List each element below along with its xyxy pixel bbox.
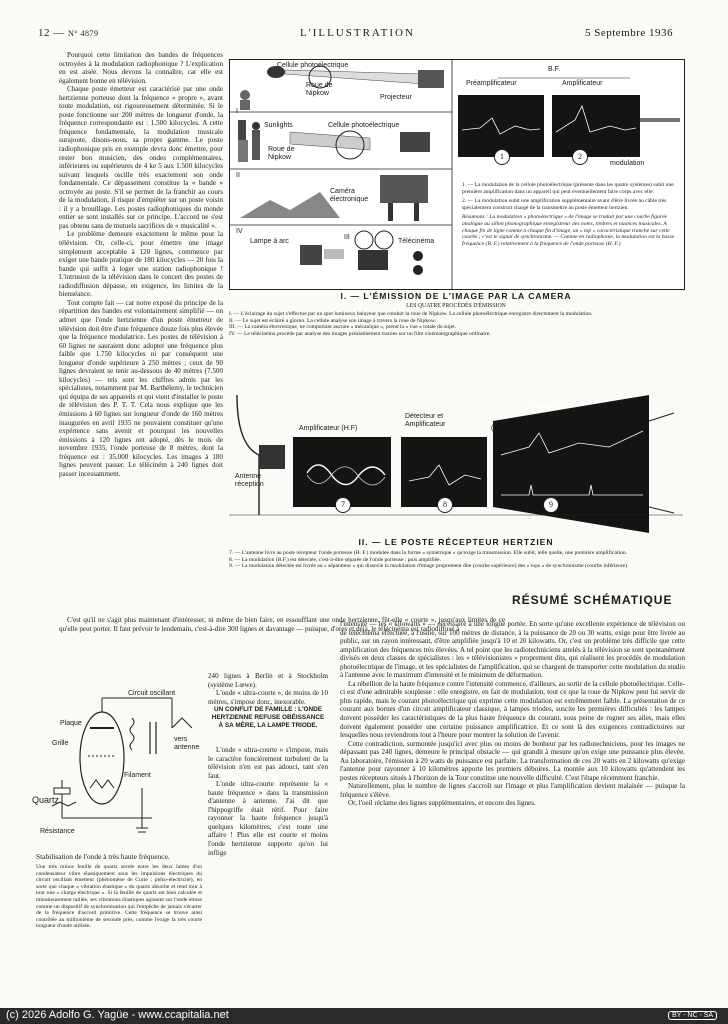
circuit-diagram (32, 688, 202, 846)
label-cellule2: Cellule photoélectrique (328, 122, 400, 129)
fig3-caption: Une très mince feuille de quartz serrée entre les deux lames d'un condensateur vibre élastiquement sous les impulsions électriques du circuit oscillant émetteur (phénomène de Curie ; piézo-électricité), en sorte que chaque « vibration élastique » du quartz absorbe et rend tour à tour une « charge électrique ». Si la feuille de quartz est bien calculée et minutieusement taillée, ses vibrations élastiques agissent sur l'onde émise comme un dispositif de synchronisation qui l'empêche de jamais s'écarter de la fréquence d'accord primitive. Cette fréquence se trouve ainsi contrôlée au millionième de seconde près, comme l'exige la très courte longueur d'onde utilisée. (36, 864, 202, 930)
label-roue: Roue de Nipkow (306, 82, 333, 97)
figure-quartz-circuit (32, 688, 202, 846)
note: Résumons : La modulation « photoélectrique » de l'image se traduit par une courbe figurée analogue au sillon phonographique enregistreur des notes, timbres et nuances musicales. A chaque fin de ligne comme à chaque fin d'image, un « top » caractéristique tranche sur cette courbe ; c'est le signal de synchronisme. — Comme en radiophonie, la modulation est la basse fréquence (B. F.) relativement à la fréquence de l'onde porteuse (H. F.). (462, 214, 675, 247)
resume-title: RÉSUMÉ SCHÉMATIQUE (512, 593, 673, 607)
label-lampe: Lampe à arc (250, 238, 289, 245)
emission-diagram (230, 60, 684, 289)
paragraph: l'intensité — les « kilowatts » — nécessaire à une longue portée. En sorte qu'une excellente expérience de télévision ou de télécinéma effectuée, à l'usine, sur 100 mètres de distance, à la puissance de 20 ou 30 watts, exige pour être livrée au public, sur un rayon intéressant, d'être amplifiée jusqu'à 10 et 20 kilowatts. Or, c'est un problème très difficile que cette amplification des fréquences très élevées. A tel point que les radiotechniciens attelés à la télévision se sont spontanément divisés en deux classes de spécialistes : les « télévisionistes » proprement dits, qui réalisent les procédés de modulation photoélectrique de l'image, et les spécialistes de l'amplification, qui se chargent de transporter cette modulation du studio à l'antenne avec le maximum d'intensité et le minimum de déformation. (340, 620, 685, 680)
middle-column-text2 (208, 746, 328, 857)
paragraph: L'onde ultra-courte représente la « haute fréquence » dans la transmission d'antenne à antenne. J'ai dit que l'hippogriffe était rétif. Pour faire rayonner la haute fréquence jusqu'à quelques kilomètres, c'est toute une affaire ! Plus elle est courte et moins l'onde hertzienne supporte qu'on lui inflige (208, 780, 328, 857)
label-circuit: Circuit oscillant (128, 690, 176, 697)
label-quartz: Quartz (32, 795, 60, 805)
label-antenne: Antenne réception (235, 473, 264, 488)
paragraph: Chaque poste émetteur est caractérisé par une onde hertzienne porteuse dont la fréquence « propre », avant toute modulation, est rigoureusement déterminée. Si le poste fonctionne sur 200 mètres de longueur d'onde, la fréquence correspondante est : 1.500 kilocycles. A cette fréquence fondamentale, la modulation musicale surajoute, disons-nous, sa propre gamme. Le poste radiophonique pris en exemple devra donc émettre, pour rester bon musicien, des ondes complémentaires, inférieures ou supérieures de 4 ke 5 aux 1.500 kilocycles suivant lesquels oscille très exactement son onde fondamentale. Ce dépassement constitue la « bande » octroyée au poste. S'il se permet de la franchir au cours de la modulation, il risque d'empiéter sur un poste voisin : il y a brouillage. Les postes radiophoniques du monde entier se sont installés sur ce principe. L'accord ne s'est pas obtenu sans de mutuels sacrifices de « musicalité ». (59, 85, 223, 230)
label-sunlights: Sunlights (264, 122, 293, 129)
label-ampli-hf: Amplificateur (H.F) (299, 425, 358, 432)
label-projecteur: Projecteur (380, 94, 412, 101)
label-bf2: (BF) (491, 425, 505, 432)
license-badge: BY - NC - SA (668, 1011, 717, 1020)
fig1-notes (462, 182, 678, 247)
footer-credit: (c) 2026 Adolfo G. Yagüe - www.ccapitalia.net (6, 1009, 229, 1021)
label-bf: B.F. (548, 66, 561, 73)
label-detecteur: Détecteur et Amplificateur (405, 413, 446, 428)
fig1-title: I. — L'ÉMISSION DE L'IMAGE PAR LA CAMERA (340, 291, 572, 301)
paragraph: L'onde « ultra-courte », de moins de 10 mètres, s'impose donc, inexorable. (208, 689, 328, 706)
footer-bar (0, 1008, 728, 1024)
label-filament: Filament (124, 772, 151, 779)
procede: I. — L'éclairage du sujet s'effectue par un spot lumineux balayeur que conduit la roue de Nipkow. La cellule photoélectrique enregistre directement la modulation. (229, 311, 593, 317)
paragraph: Le problème demeure exactement le même pour la télévision. Or, celle-ci, pour émettre une image simplement acceptable à 120 lignes, commence par exiger une bande pratique de 180 kilocycles — 20 fois la bande qui suffit à loger une station radiophonique ! L'intrusion de la télévision dans le concert des postes de radiodiffusion dépasse, en exigence, les limites de la bienséance. (59, 230, 223, 299)
procede: II. — Le sujet est éclairé a giorno. La cellule analyse son image à travers la roue de Nipkow. (229, 317, 436, 324)
paragraph: La rébellion de la haute fréquence contre l'intensité commence, d'ailleurs, au sortir de la cellule photoélectrique. Celle-ci est d'une admirable souplesse : elle enregistre, en fait de modulation, tout ce que la roue de Nipkow peut lui servir de plus rapide, mais le courant photoélectrique qui exprime cette modulation est extrêmement faible. La présentation de ce courant aux bornes d'un circuit amplificateur classique, à lampes triodes, suscite les premières difficultés : les lampes doivent posséder les caractéristiques de la plus haute fréquence du courant, sous peine de rogner ses ailes, mais elles doivent également posséder une certaine puissance amplificatrice. Et ce sont là des exigences contradictoires sur lesquelles nous reviendrons tout à l'heure pour montrer la solution de l'avenir. (340, 679, 685, 740)
label-camera: Caméra électronique (330, 188, 369, 203)
paragraph: Naturellement, plus le nombre de lignes s'accroît sur l'image et plus l'amplification devient malaisée — puisque la fréquence s'élève. (340, 782, 685, 799)
page-number: 12 — N° 4879 (38, 27, 99, 39)
label-plaque: Plaque (60, 720, 82, 727)
fig2-title: II. — LE POSTE RÉCEPTEUR HERTZIEN (358, 537, 554, 547)
fig1-subtitle: LES QUATRE PROCÉDÉS D'ÉMISSION (406, 303, 506, 309)
middle-heading: UN CONFLIT DE FAMILLE : L'ONDE HERTZIENNE REFUSE OBÉISSANCE À SA MÈRE, LA LAMPE TRIODE. (211, 706, 325, 729)
issue-date: 5 Septembre 1936 (585, 27, 674, 39)
fig2-notes (229, 550, 683, 570)
fig3-caption-title: Stabilisation de l'onde à très haute fréquence. (36, 852, 170, 861)
paragraph: Tout compte fait — car notre exposé du principe de la répartition des bandes est volontairement simplifié — on admet que l'onde hertzienne d'un poste émetteur de télévision doit être d'une fréquence douze fois plus élevée que la fréquence modulatrice. Les postes de télévision à 60 lignes ne sauraient donc adopter une fréquence plus faible que 1.750 kilocycles ni par conséquent une longueur d'onde supérieure à 250 mètres ; ceux de 90 lignes devraient se tenir au-dessous de 40 mètres (7.500 kilocycles) — tels sont les chiffres admis par les spécialistes, notamment par M. Barthélemy, le technicien qui équipa de ses appareils et qui vient d'installer le poste de télévision des P. T. T. Cela nous explique que les émissions à 60 lignes sur longueur d'onde de 160 mètres inaugurées en avril 1935 ne pouvaient constituer qu'une expérience sans avenir et pourquoi les nouvelles émissions à 120 lignes ont adopté, dès le mois de novembre 1935, l'onde porteuse de 8 mètres, dont la fréquence est : 35.000 kilocycles. Les images à 180 lignes peuvent passer. Le téléciném à 240 lignes doit passer incessamment. (59, 298, 223, 478)
label-grille: Grille (52, 740, 69, 747)
note: 1. — La modulation de la cellule photoélectrique (présente dans les quatre systèmes) subit une première amplification dans un appareil qui peut éventuellement faire corps avec elle. (462, 182, 674, 195)
roman-I: I (236, 108, 238, 115)
number-1: 1 (494, 149, 510, 165)
number-2: 2 (572, 149, 588, 165)
paragraph: L'onde « ultra-courte » s'impose, mais le caractère foncièrement turbulent de la télévision n'en est pas adouci, tant s'en faut. (208, 746, 328, 780)
paragraph: Pourquoi cette limitation des bandes de fréquences octroyées à la modulation radiophonique ? L'explication en est aisée. Nous devons la connaître, car elle est également bonne en télévision. (59, 51, 223, 85)
note: 7. — L'antenne livre au poste récepteur l'onde porteuse (H. F.) modulée dans la forme « symétrique » qu'exige la transmission. Elle subit, telle quelle, une première amplification. (229, 550, 628, 556)
fig1-procedes (229, 311, 683, 337)
roman-II: II (236, 172, 240, 179)
label-telecinema: Télécinéma (398, 238, 435, 245)
roman-IV: IV (236, 228, 243, 235)
number-7: 7 (335, 497, 351, 513)
paragraph: Or, l'oeil réclame des lignes supplémentaires, et encore des lignes. (348, 799, 536, 808)
magazine-title: L'ILLUSTRATION (300, 27, 415, 39)
procede: IV. — Le télécinéma procède par analyse des images préalablement tracées sur un film cinématographique ordinaire. (229, 330, 491, 337)
figure-emission (229, 59, 685, 290)
number-9: 9 (543, 497, 559, 513)
note: 8. — La modulation (B.F.) est détectée, c'est-à-dire séparée de l'onde porteuse ; puis amplifiée. (229, 556, 442, 563)
paragraph: Cette contradiction, surmontée jusqu'ici avec plus ou moins de bonheur par les radiotechniciens, pour les images ne dépassant pas 240 lignes, demeure le principal obstacle — qui grandit à mesure qu'on exige une puissance plus élevée. Au laboratoire, l'émission à 20 watts de puissance est parfaite. La transformation de ces 20 watts en 2 kilowatts qu'exige l'antenne pour rayonner à 10 kilomètres apporte les premiers déboires. La montée aux 10 kilowatts qu'attendent les postes récepteurs situés à l'horizon de la Tour constitue une nouvelle difficulté. C'est l'étape récemment franchie. (340, 739, 685, 782)
label-vers-antenne: vers antenne (174, 736, 200, 751)
note: 2. — La modulation subit une amplification supplémentaire avant d'être livrée au câble très spécialement construit chargé de la transmettre au poste émetteur hertzien. (462, 198, 667, 211)
label-resistance: Résistance (40, 828, 75, 835)
label-cable: Câble de modulation (610, 152, 645, 167)
label-separateur: Séparateur (529, 403, 564, 410)
label-cellule: Cellule photoélectrique (277, 62, 349, 69)
left-column-text (59, 51, 223, 478)
note: 9. — La modulation détectée est livrée au « séparateur » qui dissocie la modulation d'image proprement dite (courbe supérieure) des « tops » de synchronisme (courbe inférieure). (229, 563, 629, 570)
right-column-text (340, 620, 685, 808)
paragraph: 240 lignes à Berlin et à Stockholm (système Lœwe). (208, 672, 328, 689)
paragraph: C'est qu'il ne s'agit plus maintenant d'intéresser, ni même de bien faire, en essoufflant une onde hertzienne, fût-elle « courte », jusqu'aux limites de ce qu'elle peut porter. Il faut prévoir le lendemain, c'est-à-dire 300 lignes et davantage — puisque, d'ores et déjà, le télécinéma est radiodiffusé à (59, 616, 505, 633)
procede: III. — La caméra électronique, ne comportant aucune « mécanique », prend la « vue » totale du sujet. (229, 324, 457, 331)
number-8: 8 (437, 497, 453, 513)
label-roue2: Roue de Nipkow (268, 146, 295, 161)
label-preampli: Préamplificateur (466, 80, 517, 87)
figure-recepteur (229, 385, 683, 545)
middle-column-text (208, 672, 328, 706)
recepteur-diagram (229, 385, 683, 545)
label-ampli: Amplificateur (562, 80, 603, 87)
roman-III: III (344, 234, 350, 241)
